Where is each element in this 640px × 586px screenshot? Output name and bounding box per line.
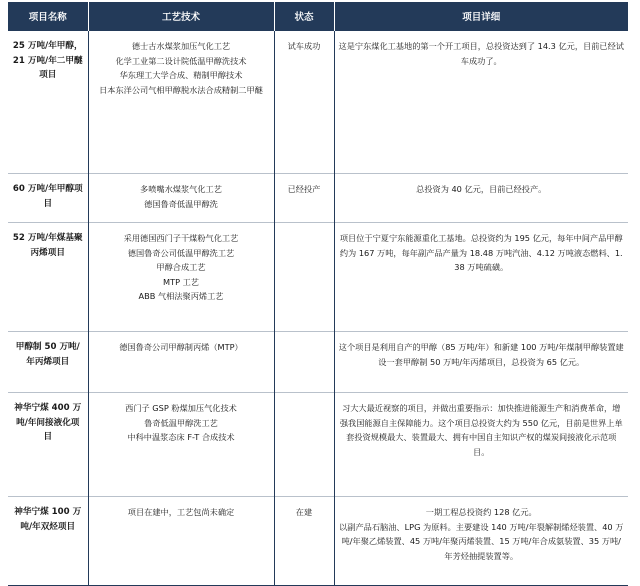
table-row <box>8 31 628 174</box>
process-tech-cell: 德士古水煤浆加压气化工艺 化学工业第二设计院低温甲醇洗技术 华东理工大学合成、精制甲醇技术 日本东洋公司气相甲醇脱水法合成精制二甲醚 <box>88 31 274 174</box>
status-cell: 试车成功 <box>274 31 334 174</box>
process-tech-cell: 多喷嘴水煤浆气化工艺 德国鲁奇低温甲醇洗 <box>88 174 274 223</box>
project-detail-cell: 项目位于宁夏宁东能源重化工基地。总投资约为 195 亿元，每年中间产品甲醇约为 167 万吨，每年副产品产量为 18.48 万吨汽油、4.12 万吨液态燃料、1.38 万吨硫磺。 <box>334 223 628 332</box>
process-tech-cell: 采用德国西门子干煤粉气化工艺 德国鲁奇公司低温甲醇洗工艺 甲醇合成工艺 MTP 工艺 ABB 气相法聚丙烯工艺 <box>88 223 274 332</box>
project-detail-cell: 一期工程总投资约 128 亿元。 以副产品石脑油、LPG 为原料。主要建设 140 万吨/年裂解制烯烃装置、40 万吨/年聚乙烯装置、45 万吨/年聚丙烯装置、15 万吨/年合成氨装置、35 万吨/年芳烃抽提装置等。 <box>334 497 628 586</box>
project-name-cell: 52 万吨/年煤基聚丙烯项目 <box>8 223 88 332</box>
status-cell: 在建 <box>274 497 334 586</box>
project-name-cell: 神华宁煤 100 万吨/年双烃项目 <box>8 497 88 586</box>
status-cell <box>274 332 334 393</box>
status-cell: 已经投产 <box>274 174 334 223</box>
header-status: 状态 <box>274 2 334 31</box>
header-process-tech: 工艺技术 <box>88 2 274 31</box>
header-project-detail: 项目详细 <box>334 2 628 31</box>
process-tech-cell: 项目在建中，工艺包尚未确定 <box>88 497 274 586</box>
project-name-cell: 60 万吨/年甲醇项目 <box>8 174 88 223</box>
table-row <box>8 174 628 223</box>
project-detail-cell: 习大大最近视察的项目，并做出重要指示：加快推进能源生产和消费革命，增强我国能源自主保障能力。这个项目总投资大约为 550 亿元，目前是世界上单套投资规模最大、装置最大、拥有中国自主知识产权的煤炭间接液化示范项目。 <box>334 393 628 497</box>
project-detail-cell: 总投资为 40 亿元，目前已经投产。 <box>334 174 628 223</box>
status-cell <box>274 223 334 332</box>
header-project-name: 项目名称 <box>8 2 88 31</box>
table-row <box>8 332 628 393</box>
project-name-cell: 25 万吨/年甲醇，21 万吨/年二甲醚项目 <box>8 31 88 174</box>
coal-chemical-projects-table <box>8 2 628 586</box>
process-tech-cell: 西门子 GSP 粉煤加压气化技术 鲁奇低温甲醇洗工艺 中科中温浆态床 F-T 合成技术 <box>88 393 274 497</box>
project-detail-cell: 这个项目是利用自产的甲醇（85 万吨/年）和新建 100 万吨/年煤制甲醇装置建设一套甲醇制 50 万吨/年丙烯项目，总投资为 65 亿元。 <box>334 332 628 393</box>
table-row <box>8 497 628 586</box>
status-cell <box>274 393 334 497</box>
project-detail-cell: 这是宁东煤化工基地的第一个开工项目，总投资达到了 14.3 亿元，目前已经试车成功了。 <box>334 31 628 174</box>
table-row <box>8 393 628 497</box>
project-name-cell: 甲醇制 50 万吨/年丙烯项目 <box>8 332 88 393</box>
table-header-row <box>8 2 628 31</box>
process-tech-cell: 德国鲁奇公司甲醇制丙烯（MTP） <box>88 332 274 393</box>
table-row <box>8 223 628 332</box>
project-name-cell: 神华宁煤 400 万吨/年间接液化项目 <box>8 393 88 497</box>
